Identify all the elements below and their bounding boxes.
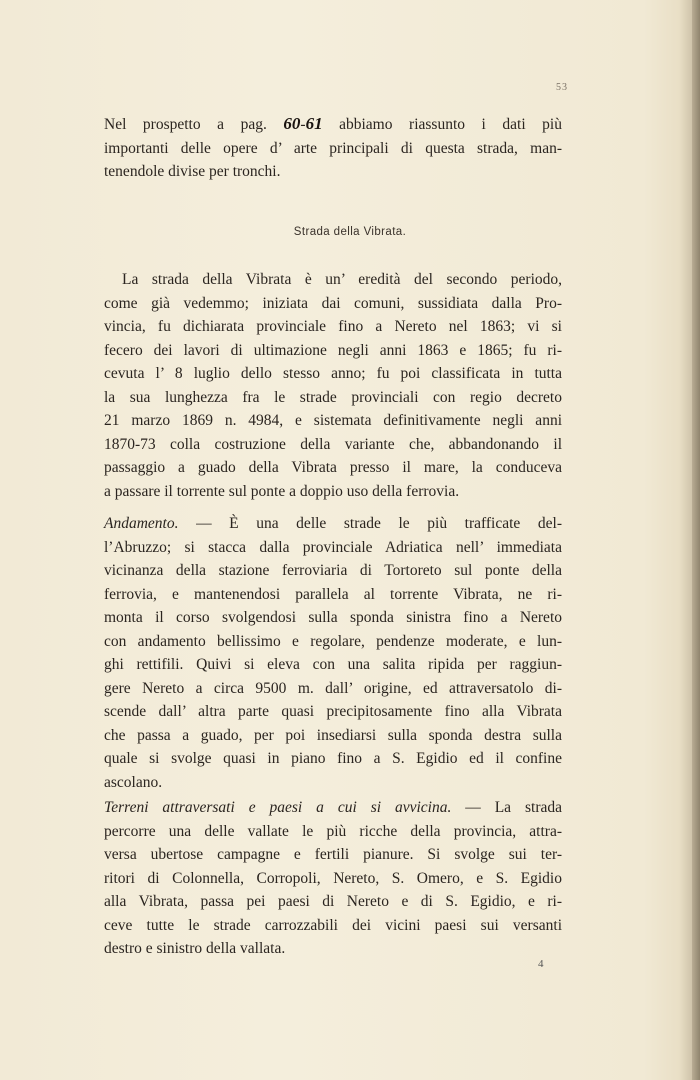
- paragraph-line: fecero dei lavori di ultimazione negli anni 1863 e 1865; fu ri-: [104, 341, 562, 359]
- paragraph-line: ritori di Colonnella, Corropoli, Nereto, S. Omero, e S. Egidio: [104, 869, 562, 887]
- paragraph-line: la sua lunghezza fra le strade provinciali con regio decreto: [104, 388, 562, 406]
- paragraph-line: cevuta l’ 8 luglio dello stesso anno; fu poi classificata in tutta: [104, 365, 562, 382]
- paragraph-line: percorre una delle vallate le più ricche della provincia, attra-: [104, 822, 562, 840]
- paragraph-line: 21 marzo 1869 n. 4984, e sistemata definitivamente negli anni: [104, 412, 562, 429]
- paragraph-line: vicinanza della stazione ferroviaria di Tortoreto sul ponte della: [104, 562, 562, 579]
- paragraph-line: 1870-73 colla costruzione della variante che, abbandonando il: [104, 435, 562, 453]
- paragraph-first-rest: — È una delle strade le più trafficate del-: [178, 515, 562, 532]
- handwritten-page-ref-end: 61: [305, 114, 323, 133]
- paragraph-line: ghi rettifili. Quivi si eleva con una salita ripida per raggiun-: [104, 656, 562, 673]
- paragraph-line: l’Abruzzo; si stacca dalla provinciale Adriatica nell’ immediata: [104, 538, 562, 556]
- intro-dash: -: [300, 116, 306, 133]
- intro-text-a: Nel prospetto a pag.: [104, 116, 284, 133]
- intro-paragraph: [104, 112, 562, 184]
- intro-line-3: tenendole divise per tronchi.: [104, 163, 281, 180]
- paragraph-lead-italic: Terreni attraversati e paesi a cui si avvicina.: [104, 799, 452, 816]
- paragraph-andamento: [104, 512, 562, 794]
- paragraph-line: passaggio a guado della Vibrata presso il mare, la conduceva: [104, 459, 562, 476]
- paragraph-line: ceve tutte le strade carrozzabili dei vicini paesi sui versanti: [104, 916, 562, 934]
- paragraph-line: con andamento bellissimo e regolare, pendenze moderate, e lun-: [104, 632, 562, 650]
- paragraph-line: vincia, fu dichiarata provinciale fino a Nereto nel 1863; vi si: [104, 318, 562, 335]
- paragraph-line: a passare il torrente sul ponte a doppio uso della ferrovia.: [104, 482, 460, 500]
- paragraph-first-line: [104, 796, 562, 820]
- page-number: 53: [556, 82, 568, 93]
- paragraph-line: quale si svolge quasi in piano fino a S. Egidio ed il confine: [104, 750, 562, 767]
- page-edge: [692, 0, 700, 1080]
- paragraph-line: gere Nereto a circa 9500 m. dall’ origine, ed attraversatolo di-: [104, 679, 562, 697]
- paragraph-line: come già vedemmo; iniziata dai comuni, sussidiata dalla Pro-: [104, 294, 562, 312]
- paragraph-line: ascolano.: [104, 773, 163, 791]
- paragraph-lead-italic: Andamento.: [104, 515, 179, 532]
- handwritten-page-ref-start: 60: [283, 114, 301, 133]
- paragraph-line: versa ubertose campagne e fertili pianure. Si svolge sui ter-: [104, 846, 562, 863]
- paragraph-first-line: [104, 512, 562, 536]
- paragraph-line: destro e sinistro della vallata.: [104, 940, 286, 957]
- intro-text-b: abbiamo riassunto i dati più: [322, 116, 562, 133]
- intro-line-1: [104, 112, 562, 137]
- section-heading: Strada della Vibrata.: [293, 226, 407, 238]
- paragraph-first-rest: — La strada: [451, 799, 562, 816]
- paragraph-line: monta il corso svolgendosi sulla sponda sinistra fino a Nereto: [104, 609, 562, 626]
- paragraph-line: La strada della Vibrata è un’ eredità del secondo periodo,: [122, 271, 562, 288]
- paragraph-terreni: [104, 796, 562, 961]
- paragraph-history: [104, 268, 562, 503]
- signature-mark: 4: [538, 958, 544, 970]
- paragraph-line: ferrovia, e mantenendosi parallela al torrente Vibrata, ne ri-: [104, 585, 562, 603]
- paragraph-line: che passa a guado, per poi insediarsi sulla sponda destra sulla: [104, 726, 562, 744]
- intro-line-2: importanti delle opere d’ arte principali di questa strada, man-: [104, 139, 562, 157]
- paragraph-line: scende dall’ altra parte quasi precipitosamente fino alla Vibrata: [104, 703, 562, 720]
- paragraph-line: alla Vibrata, passa pei paesi di Nereto e di S. Egidio, e ri-: [104, 893, 562, 910]
